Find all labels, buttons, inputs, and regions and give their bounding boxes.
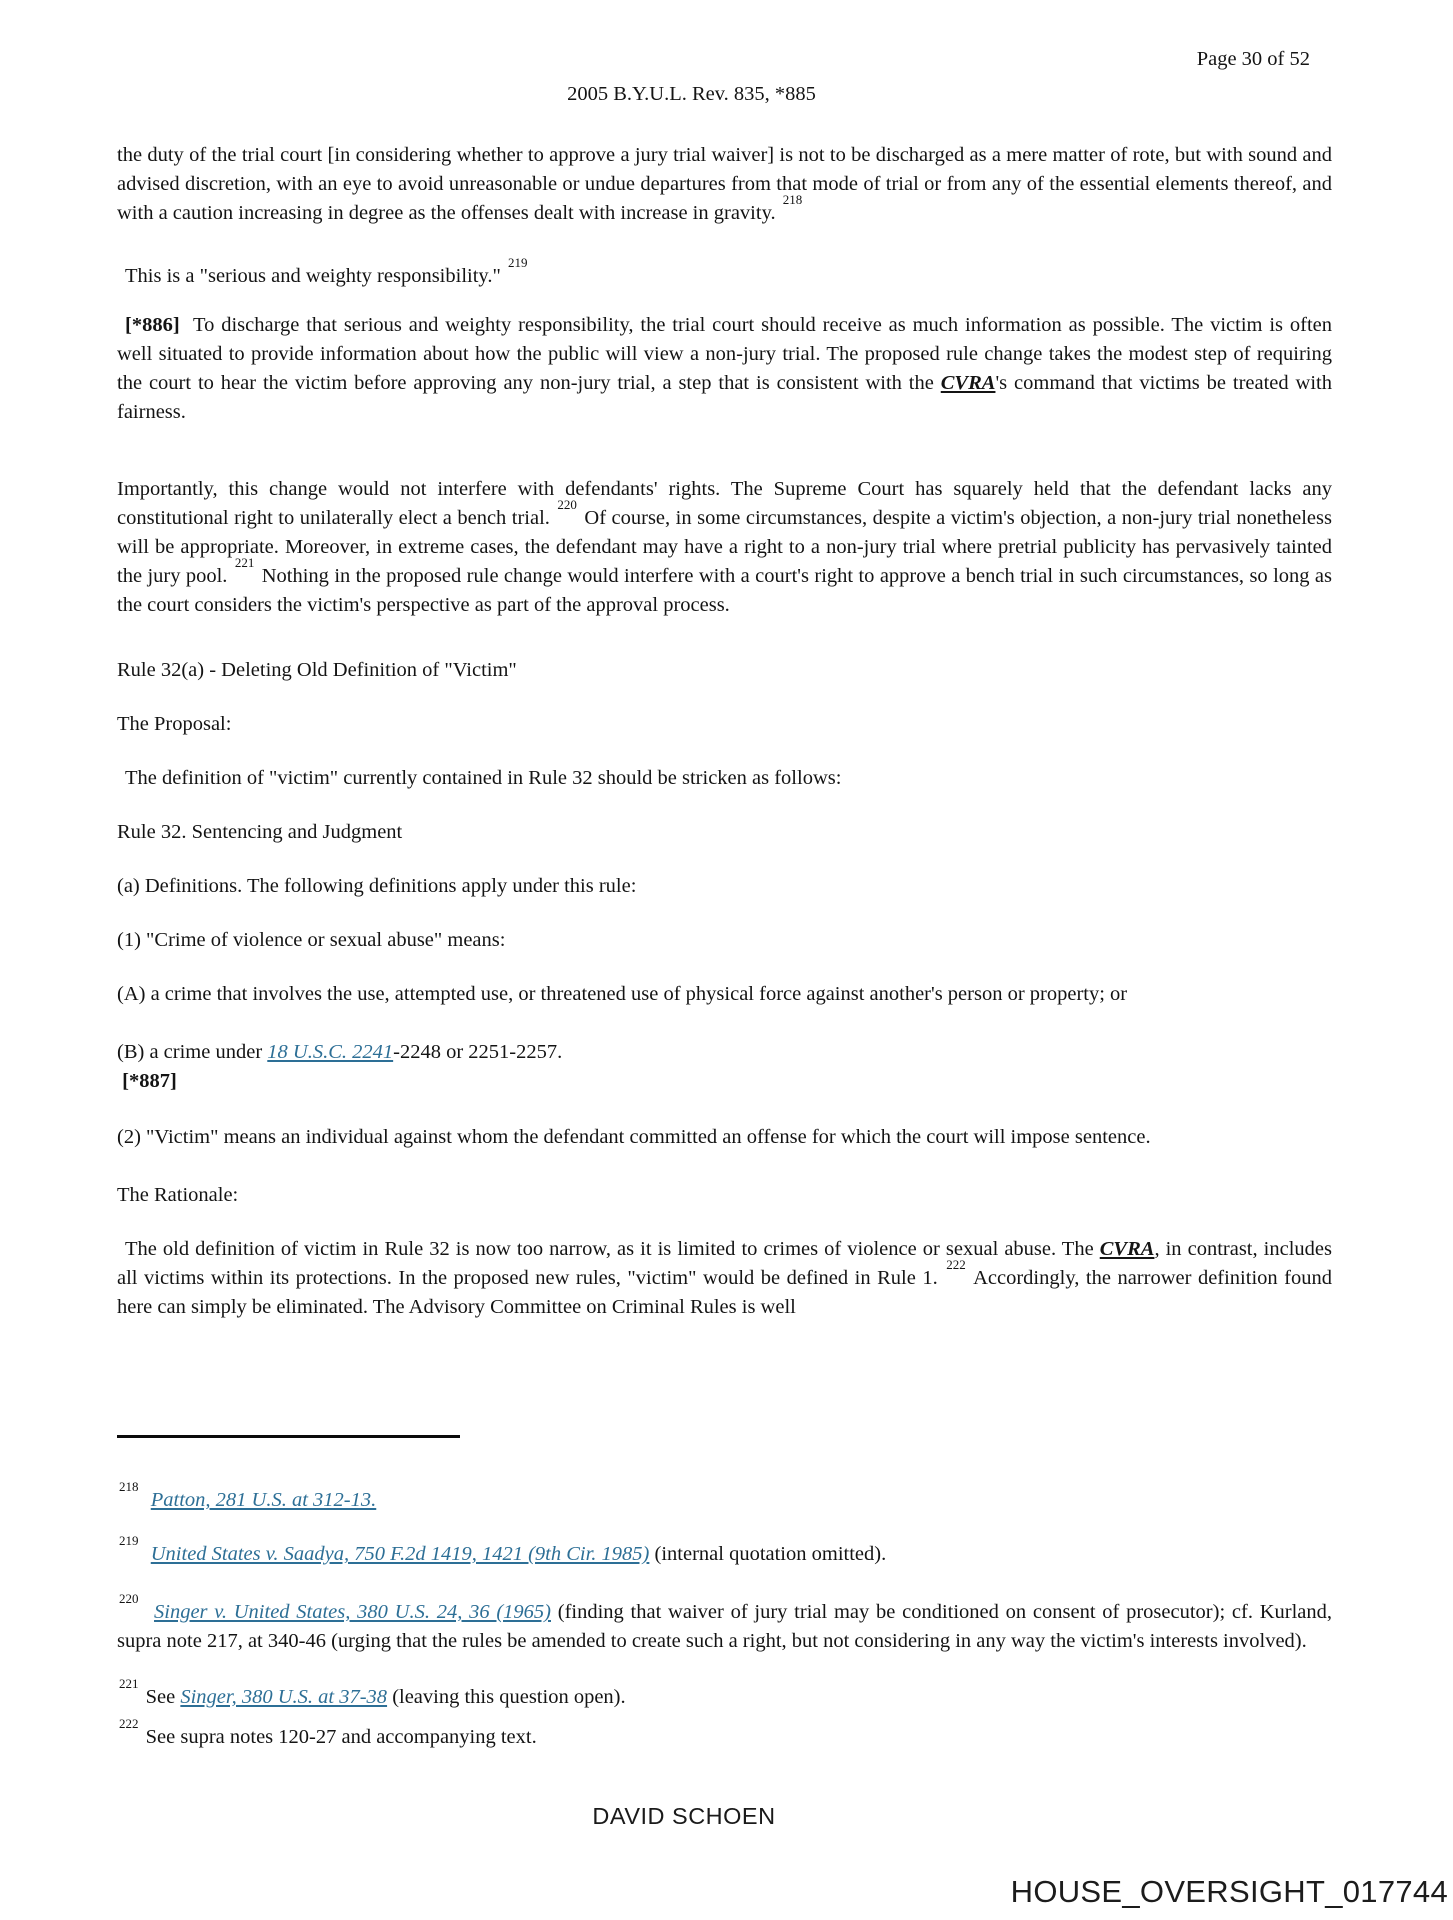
footnote-number-219: 219 <box>119 1533 139 1549</box>
text-run <box>141 1543 151 1565</box>
heading-the-proposal <box>117 710 1332 739</box>
footnote-ref-221: 221 <box>234 555 255 571</box>
link-singer-v-united-states[interactable]: Singer v. United States, 380 U.S. 24, 36 (1965) <box>154 1601 551 1623</box>
footnote-number-221: 221 <box>119 1676 139 1692</box>
footnote-219 <box>117 1533 1332 1569</box>
text-run: The Proposal: <box>117 713 232 735</box>
text-run: Of course, in some circumstances, despite a victim's objection, a non-jury trial nonetheless will be appropriate. Moreover, in extreme cases, the defendant may have a right to a non-jury trial where pretrial publicity has pervasively tainted the jury pool. <box>117 507 1332 587</box>
footnote-222 <box>117 1716 1332 1752</box>
footnote-number-220: 220 <box>119 1591 139 1607</box>
text-run: (internal quotation omitted). <box>649 1543 887 1565</box>
paragraph-B-crime-under-usc <box>117 1038 1332 1096</box>
paragraph-old-definition <box>117 1235 1332 1322</box>
text-run: the duty of the trial court [in considering whether to approve a jury trial waiver] is not to be discharged as a mere matter of rote, but with sound and advised discretion, with an eye to avoid unreasonable or undue departures from that mode of trial or from any of the essential elements thereof, and with a caution increasing in degree as the offenses dealt with increase in gravity. <box>117 144 1332 224</box>
footnote-section <box>117 1435 1332 1752</box>
footnote-ref-218: 218 <box>782 192 803 208</box>
text-run: To discharge that serious and weighty responsibility, the trial court should receive as much information as possible. The victim is often well situated to provide information about how the public will view a non-jury trial. The proposed rule change takes the modest step of requiring the court to hear the victim before approving any non-jury trial, a step that is consistent with the <box>117 314 1332 394</box>
text-run: (1) "Crime of violence or sexual abuse" means: <box>117 929 506 951</box>
text-run: (2) "Victim" means an individual against whom the defendant committed an offense for which the court will impose sentence. <box>117 1126 1151 1148</box>
text-run: See supra notes 120-27 and accompanying text. <box>140 1726 537 1748</box>
footnote-separator <box>117 1435 460 1438</box>
text-run: (A) a crime that involves the use, attempted use, or threatened use of physical force against another's person or property; or <box>117 983 1128 1005</box>
heading-the-rationale <box>117 1181 1332 1210</box>
bates-stamp: HOUSE_OVERSIGHT_017744 <box>1010 1874 1448 1909</box>
heading-rule-32a <box>117 656 1332 685</box>
footnote-221 <box>117 1676 1332 1712</box>
text-run <box>141 1489 151 1511</box>
footnote-ref-222: 222 <box>946 1257 966 1273</box>
text-run: Rule 32(a) - Deleting Old Definition of "Victim" <box>117 659 517 681</box>
text-run: This is a "serious and weighty responsibility." <box>125 265 506 287</box>
link-cvra-2[interactable]: CVRA <box>1099 1238 1155 1260</box>
text-run: (finding that waiver of jury trial may be conditioned on consent of prosecutor); cf. Kurland, supra note 217, at 340-46 (urging that the rules be amended to create such a right, but not considering in any way the victim's interests involved). <box>117 1601 1332 1652</box>
text-run: , in contrast, includes all victims within its protections. In the proposed new rules, "victim" would be defined in Rule 1. <box>117 1238 1332 1289</box>
paragraph-1-crime-of-violence <box>117 926 1332 955</box>
text-run: (B) a crime under <box>117 1041 268 1063</box>
text-run: The old definition of victim in Rule 32 is now too narrow, as it is limited to crimes of violence or sexual abuse. The <box>125 1238 1100 1260</box>
paragraph-serious-responsibility <box>117 255 1332 291</box>
footnote-ref-219: 219 <box>507 255 528 271</box>
paragraph-definition-stricken <box>117 764 1332 793</box>
text-run: Nothing in the proposed rule change would interfere with a court's right to approve a bench trial in such circumstances, so long as the court considers the victim's perspective as part of the approval process. <box>117 565 1332 616</box>
text-run: The Rationale: <box>117 1184 239 1206</box>
paragraph-886-discharge <box>117 311 1332 427</box>
text-run: Importantly, this change would not interfere with defendants' rights. The Supreme Court has squarely held that the defendant lacks any constitutional right to unilaterally elect a bench trial. <box>117 478 1332 529</box>
link-cvra[interactable]: CVRA <box>940 372 996 394</box>
text-run: -2248 or 2251-2257. <box>393 1041 563 1063</box>
text-run: (a) Definitions. The following definitions apply under this rule: <box>117 875 637 897</box>
paragraph-importantly <box>117 475 1332 620</box>
paragraph-2-victim-means <box>117 1123 1332 1152</box>
paragraph-a-definitions <box>117 872 1332 901</box>
footnote-number-218: 218 <box>119 1479 139 1495</box>
document-title: 2005 B.Y.U.L. Rev. 835, *885 <box>567 83 816 105</box>
text-run: 's command that victims be treated with fairness. <box>117 372 1332 423</box>
link-singer-380-us[interactable]: Singer, 380 U.S. at 37-38 <box>180 1686 388 1708</box>
page-number: Page 30 of 52 <box>1196 48 1310 70</box>
footnote-number-222: 222 <box>119 1716 139 1732</box>
author-name: DAVID SCHOEN <box>592 1803 776 1829</box>
text-run: Accordingly, the narrower definition found here can simply be eliminated. The Advisory Committee on Criminal Rules is well <box>117 1267 1332 1318</box>
paragraph-A-crime-physical-force <box>117 980 1332 1009</box>
text-run: (leaving this question open). <box>387 1686 626 1708</box>
text-run: Rule 32. Sentencing and Judgment <box>117 821 403 843</box>
link-patton-281-us[interactable]: Patton, 281 U.S. at 312-13. <box>150 1489 377 1511</box>
text-run: The definition of "victim" currently contained in Rule 32 should be stricken as follows: <box>125 767 842 789</box>
link-18-usc-2241[interactable]: 18 U.S.C. 2241 <box>267 1041 394 1063</box>
heading-rule-32-sentencing <box>117 818 1332 847</box>
footnote-218 <box>117 1479 1332 1515</box>
footnote-ref-220: 220 <box>557 497 577 513</box>
page-marker-887: [*887] <box>117 1070 177 1092</box>
link-united-states-v-saadya[interactable]: United States v. Saadya, 750 F.2d 1419, 1421 (9th Cir. 1985) <box>150 1543 650 1565</box>
text-run: See <box>140 1686 181 1708</box>
text-run <box>141 1601 155 1623</box>
paragraph-block-quote <box>117 141 1332 228</box>
footnote-220 <box>117 1591 1332 1656</box>
page-marker-886: [*886] <box>125 314 180 336</box>
